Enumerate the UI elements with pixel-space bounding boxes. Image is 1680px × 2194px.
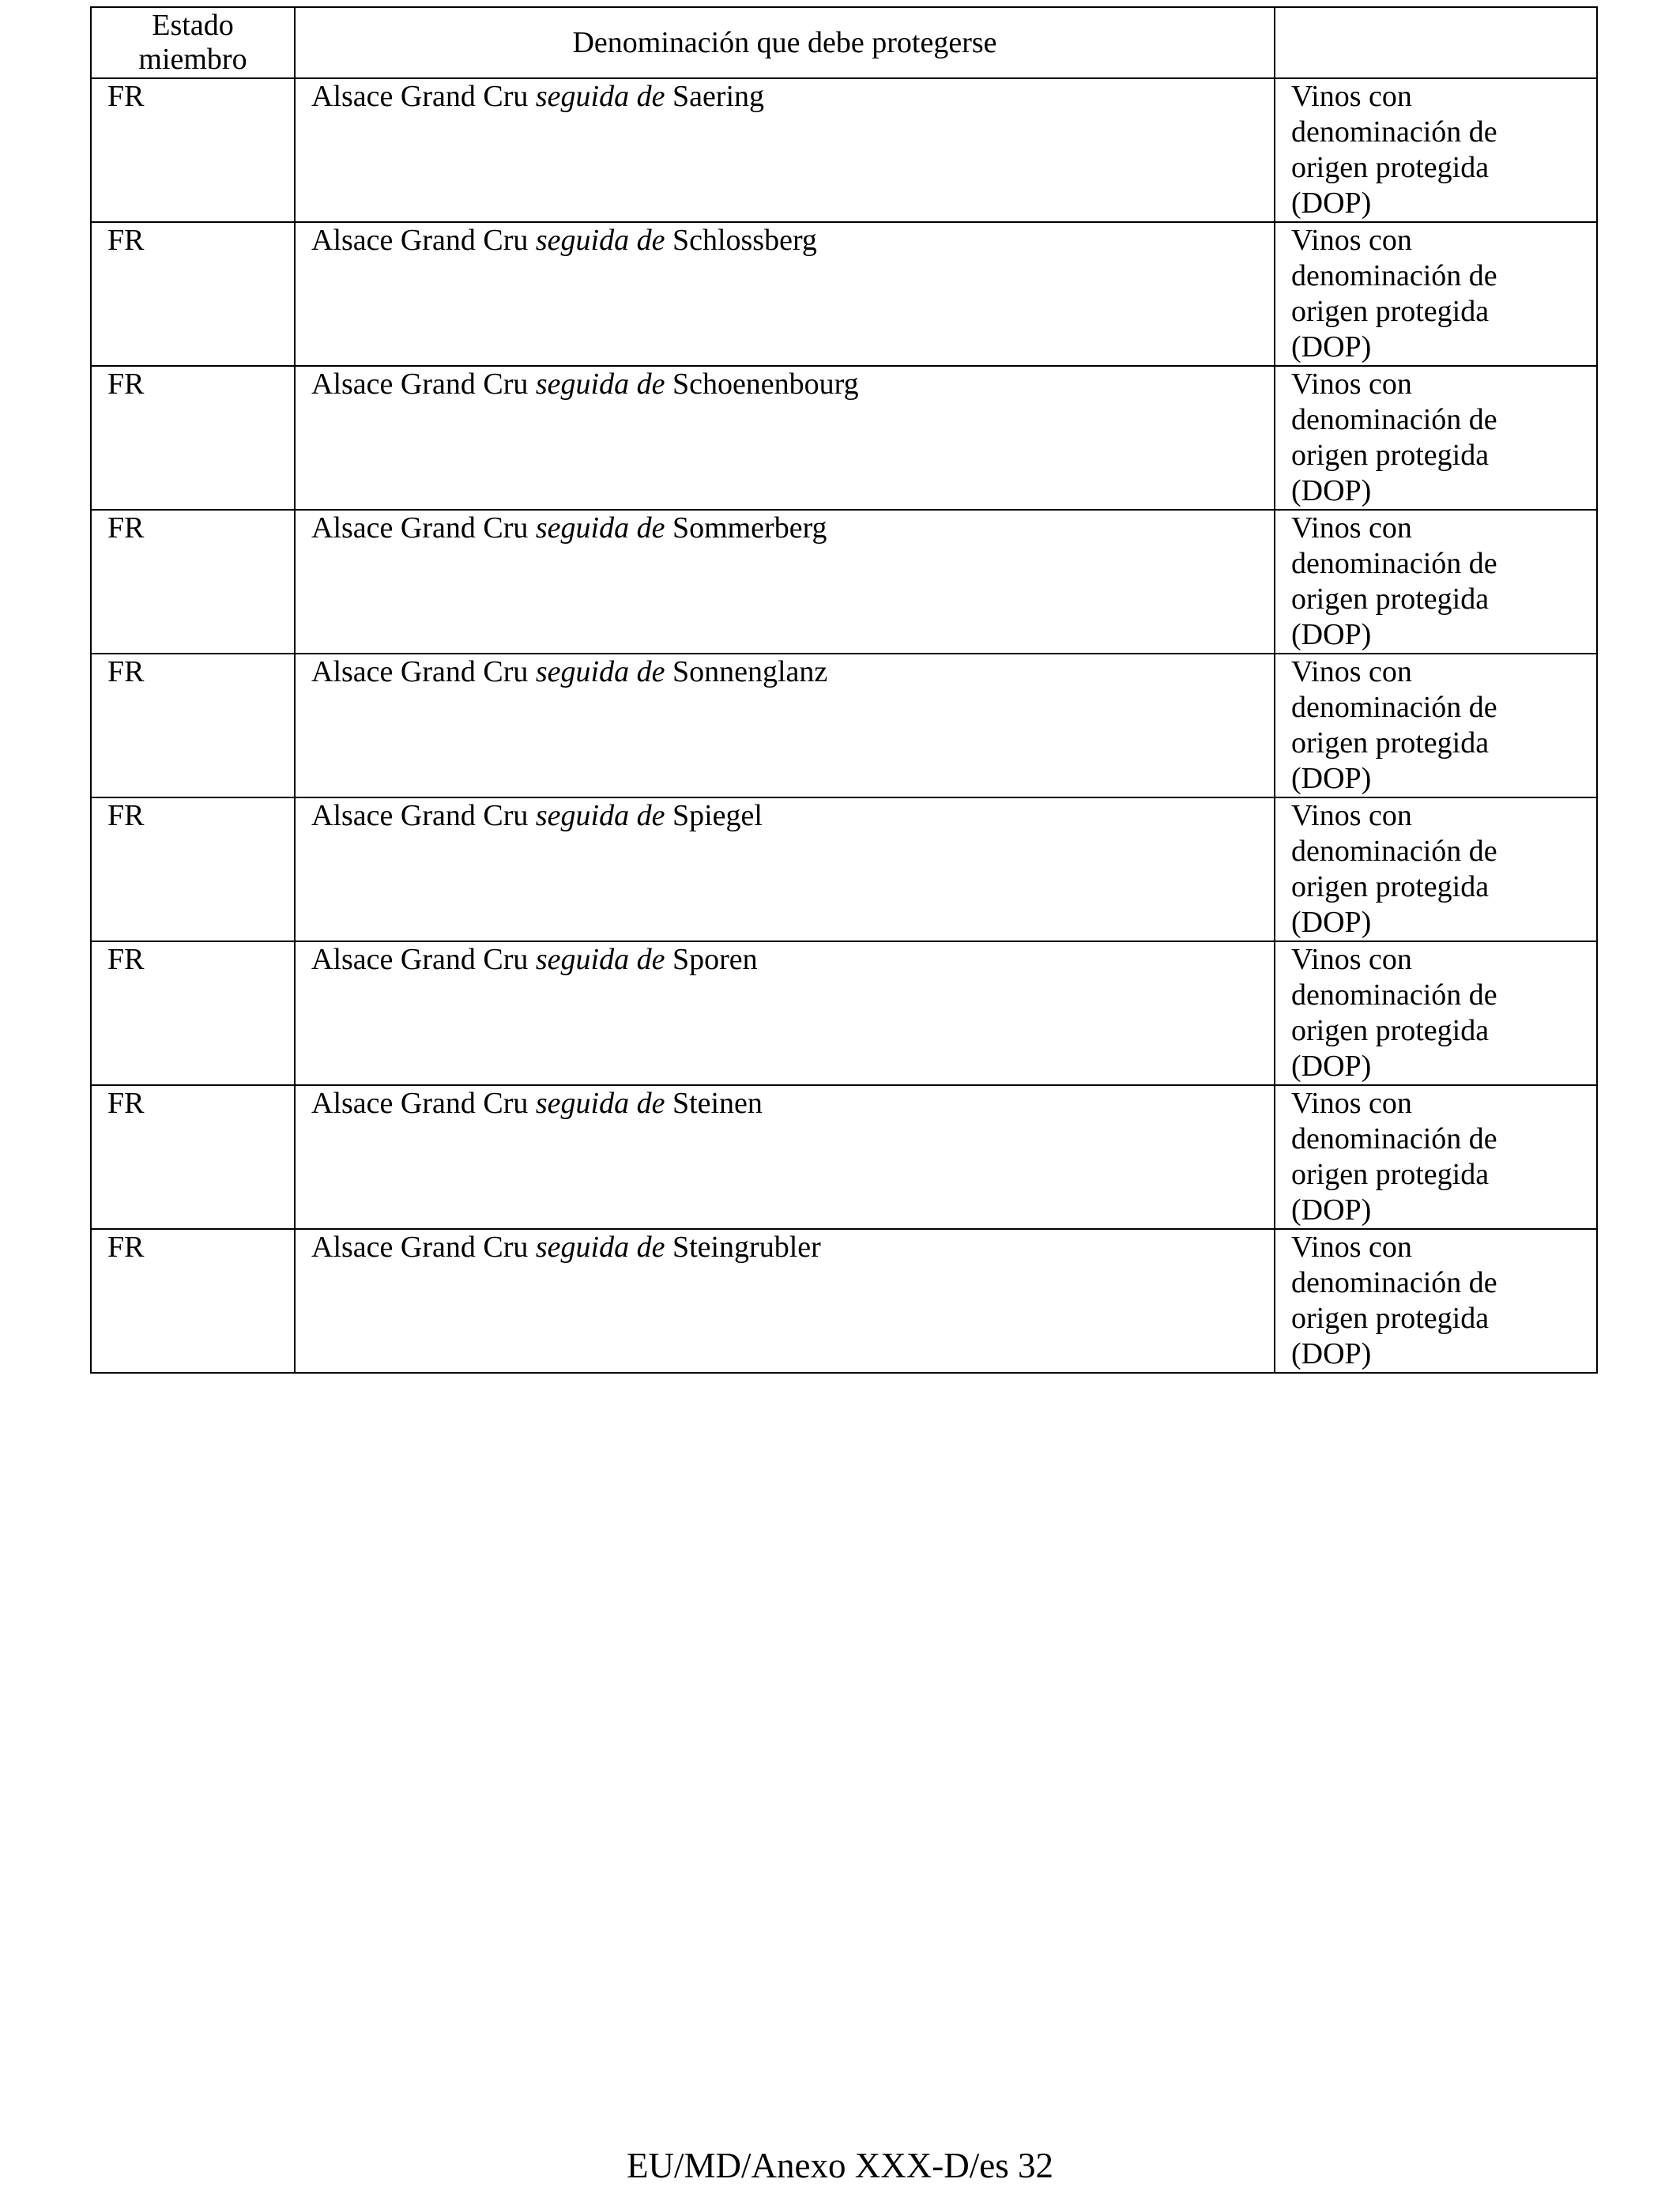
member-state-cell — [91, 797, 295, 941]
denomination-connector: seguida de — [535, 80, 665, 113]
page-footer-reference: EU/MD/Anexo XXX-D/es 32 — [627, 2146, 1053, 2185]
category-cell — [1275, 366, 1597, 510]
category-text: Vinos con denominación de origen protegida (DOP) — [1291, 511, 1497, 651]
denomination-suffix: Steinen — [672, 1087, 763, 1120]
member-state-code: FR — [107, 224, 145, 257]
category-cell — [1275, 941, 1597, 1085]
denomination-prefix: Alsace Grand Cru — [311, 799, 529, 832]
table-row — [91, 78, 1597, 222]
denomination-connector: seguida de — [535, 943, 665, 976]
category-text: Vinos con denominación de origen protegida (DOP) — [1291, 224, 1497, 364]
denomination-prefix: Alsace Grand Cru — [311, 368, 529, 401]
denomination-prefix: Alsace Grand Cru — [311, 1087, 529, 1120]
table-row — [91, 510, 1597, 654]
denomination-suffix: Saering — [672, 80, 765, 113]
category-cell — [1275, 222, 1597, 366]
denomination-cell — [295, 78, 1275, 222]
denomination-cell — [295, 222, 1275, 366]
header-denomination — [295, 7, 1275, 78]
table-body — [91, 78, 1597, 1373]
denomination-text — [296, 511, 1274, 546]
category-cell — [1275, 510, 1597, 654]
denomination-connector: seguida de — [535, 1087, 665, 1120]
member-state-cell — [91, 222, 295, 366]
category-cell — [1275, 797, 1597, 941]
member-state-cell — [91, 78, 295, 222]
header-member-state-label: Estado miembro — [138, 9, 247, 76]
category-cell — [1275, 78, 1597, 222]
table-row — [91, 797, 1597, 941]
denomination-text — [296, 942, 1274, 978]
protected-names-table — [90, 6, 1598, 1374]
denomination-prefix: Alsace Grand Cru — [311, 224, 529, 257]
denomination-cell — [295, 654, 1275, 797]
denomination-text — [296, 654, 1274, 690]
denomination-suffix: Sonnenglanz — [672, 655, 828, 688]
denomination-cell — [295, 510, 1275, 654]
table-row — [91, 941, 1597, 1085]
member-state-cell — [91, 654, 295, 797]
denomination-text — [296, 1086, 1274, 1122]
denomination-cell — [295, 1229, 1275, 1373]
denomination-text — [296, 79, 1274, 115]
denomination-suffix: Schoenenbourg — [672, 368, 859, 401]
denomination-connector: seguida de — [535, 799, 665, 832]
member-state-code: FR — [107, 80, 145, 113]
member-state-cell — [91, 366, 295, 510]
denomination-prefix: Alsace Grand Cru — [311, 511, 529, 545]
category-text: Vinos con denominación de origen protegida (DOP) — [1291, 943, 1497, 1083]
denomination-suffix: Schlossberg — [672, 224, 817, 257]
member-state-cell — [91, 941, 295, 1085]
member-state-code: FR — [107, 1231, 145, 1264]
denomination-prefix: Alsace Grand Cru — [311, 80, 529, 113]
denomination-text — [296, 223, 1274, 258]
denomination-cell — [295, 797, 1275, 941]
member-state-code: FR — [107, 943, 145, 976]
denomination-connector: seguida de — [535, 511, 665, 545]
table-row — [91, 366, 1597, 510]
denomination-suffix: Spiegel — [672, 799, 763, 832]
category-text: Vinos con denominación de origen protegida (DOP) — [1291, 368, 1497, 507]
denomination-cell — [295, 366, 1275, 510]
denomination-prefix: Alsace Grand Cru — [311, 1231, 529, 1264]
denomination-suffix: Sommerberg — [672, 511, 827, 545]
denomination-prefix: Alsace Grand Cru — [311, 943, 529, 976]
denomination-prefix: Alsace Grand Cru — [311, 655, 529, 688]
header-denomination-label: Denominación que debe protegerse — [572, 25, 997, 59]
category-cell — [1275, 654, 1597, 797]
denomination-cell — [295, 1085, 1275, 1229]
member-state-code: FR — [107, 655, 145, 688]
denomination-connector: seguida de — [535, 1231, 665, 1264]
denomination-connector: seguida de — [535, 224, 665, 257]
category-text: Vinos con denominación de origen protegida (DOP) — [1291, 1231, 1497, 1370]
table-header-row — [91, 7, 1597, 78]
category-text: Vinos con denominación de origen protegida (DOP) — [1291, 655, 1497, 795]
category-text: Vinos con denominación de origen protegida (DOP) — [1291, 80, 1497, 220]
table-row — [91, 1085, 1597, 1229]
member-state-code: FR — [107, 799, 145, 832]
table-row — [91, 222, 1597, 366]
denomination-suffix: Steingrubler — [672, 1231, 821, 1264]
denomination-connector: seguida de — [535, 655, 665, 688]
member-state-cell — [91, 1229, 295, 1373]
denomination-connector: seguida de — [535, 368, 665, 401]
table-row — [91, 654, 1597, 797]
member-state-cell — [91, 510, 295, 654]
denomination-text — [296, 367, 1274, 402]
denomination-text — [296, 1230, 1274, 1265]
denomination-text — [296, 798, 1274, 834]
header-member-state — [91, 7, 295, 78]
category-cell — [1275, 1229, 1597, 1373]
member-state-cell — [91, 1085, 295, 1229]
member-state-code: FR — [107, 511, 145, 545]
category-cell — [1275, 1085, 1597, 1229]
member-state-code: FR — [107, 1087, 145, 1120]
denomination-cell — [295, 941, 1275, 1085]
category-text: Vinos con denominación de origen protegida (DOP) — [1291, 799, 1497, 939]
header-category — [1275, 7, 1597, 78]
member-state-code: FR — [107, 368, 145, 401]
category-text: Vinos con denominación de origen protegida (DOP) — [1291, 1087, 1497, 1227]
table-row — [91, 1229, 1597, 1373]
denomination-suffix: Sporen — [672, 943, 758, 976]
